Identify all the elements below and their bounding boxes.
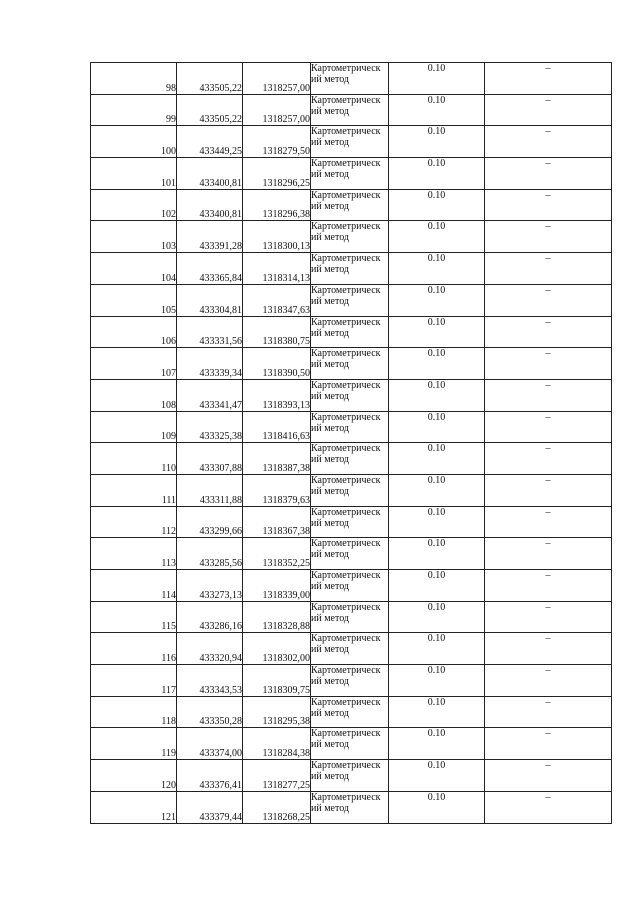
y-coordinate-cell: 1318314,13	[243, 253, 311, 285]
x-coordinate-cell: 433400,81	[177, 189, 243, 221]
accuracy-cell: 0.10	[389, 570, 485, 602]
point-number-cell: 105	[91, 284, 177, 316]
point-number-cell: 99	[91, 94, 177, 126]
method-text-line-1: Картометрическ	[311, 728, 381, 740]
note-cell: –	[485, 760, 612, 792]
note-cell: –	[485, 506, 612, 538]
table-row	[91, 126, 612, 158]
table-row	[91, 570, 612, 602]
method-cell	[311, 284, 389, 316]
point-number-cell: 115	[91, 601, 177, 633]
note-cell: –	[485, 284, 612, 316]
x-coordinate-cell: 433331,56	[177, 316, 243, 348]
accuracy-cell: 0.10	[389, 189, 485, 221]
method-text-line-2: ий метод	[311, 169, 350, 181]
accuracy-cell: 0.10	[389, 221, 485, 253]
x-coordinate-cell: 433304,81	[177, 284, 243, 316]
note-cell: –	[485, 379, 612, 411]
y-coordinate-cell: 1318352,25	[243, 538, 311, 570]
method-text-line-1: Картометрическ	[311, 284, 381, 296]
method-text-line-2: ий метод	[311, 137, 350, 149]
method-cell	[311, 443, 389, 475]
method-text-line-2: ий метод	[311, 707, 350, 719]
y-coordinate-cell: 1318257,00	[243, 63, 311, 95]
method-text-line-2: ий метод	[311, 422, 350, 434]
method-text-line-2: ий метод	[311, 676, 350, 688]
method-cell	[311, 728, 389, 760]
accuracy-cell: 0.10	[389, 665, 485, 697]
y-coordinate-cell: 1318300,13	[243, 221, 311, 253]
y-coordinate-cell: 1318295,38	[243, 696, 311, 728]
x-coordinate-cell: 433273,13	[177, 570, 243, 602]
method-text-line-2: ий метод	[311, 390, 350, 402]
accuracy-cell: 0.10	[389, 126, 485, 158]
method-text-line-1: Картометрическ	[311, 348, 381, 360]
x-coordinate-cell: 433285,56	[177, 538, 243, 570]
x-coordinate-cell: 433400,81	[177, 158, 243, 190]
method-text-line-2: ий метод	[311, 454, 350, 466]
method-text-line-2: ий метод	[311, 517, 350, 529]
point-number-cell: 104	[91, 253, 177, 285]
x-coordinate-cell: 433343,53	[177, 665, 243, 697]
method-text-line-1: Картометрическ	[311, 221, 381, 233]
y-coordinate-cell: 1318367,38	[243, 506, 311, 538]
accuracy-cell: 0.10	[389, 253, 485, 285]
method-text-line-2: ий метод	[311, 802, 350, 814]
y-coordinate-cell: 1318339,00	[243, 570, 311, 602]
method-text-line-1: Картометрическ	[311, 443, 381, 455]
x-coordinate-cell: 433307,88	[177, 443, 243, 475]
table-row	[91, 316, 612, 348]
point-number-cell: 119	[91, 728, 177, 760]
method-text-line-1: Картометрическ	[311, 633, 381, 645]
table-row	[91, 379, 612, 411]
x-coordinate-cell: 433320,94	[177, 633, 243, 665]
point-number-cell: 109	[91, 411, 177, 443]
y-coordinate-cell: 1318257,00	[243, 94, 311, 126]
method-text-line-1: Картометрическ	[311, 506, 381, 518]
method-text-line-1: Картометрическ	[311, 474, 381, 486]
note-cell: –	[485, 791, 612, 823]
note-cell: –	[485, 189, 612, 221]
point-number-cell: 110	[91, 443, 177, 475]
point-number-cell: 101	[91, 158, 177, 190]
accuracy-cell: 0.10	[389, 696, 485, 728]
x-coordinate-cell: 433379,44	[177, 791, 243, 823]
table-row	[91, 284, 612, 316]
method-text-line-2: ий метод	[311, 485, 350, 497]
accuracy-cell: 0.10	[389, 94, 485, 126]
method-cell	[311, 538, 389, 570]
table-row	[91, 728, 612, 760]
method-text-line-1: Картометрическ	[311, 760, 381, 772]
table-row	[91, 94, 612, 126]
method-text-line-2: ий метод	[311, 295, 350, 307]
method-text-line-2: ий метод	[311, 644, 350, 656]
method-cell	[311, 474, 389, 506]
x-coordinate-cell: 433374,00	[177, 728, 243, 760]
x-coordinate-cell: 433391,28	[177, 221, 243, 253]
y-coordinate-cell: 1318416,63	[243, 411, 311, 443]
method-text-line-1: Картометрическ	[311, 189, 381, 201]
note-cell: –	[485, 696, 612, 728]
x-coordinate-cell: 433365,84	[177, 253, 243, 285]
accuracy-cell: 0.10	[389, 158, 485, 190]
method-cell	[311, 696, 389, 728]
method-cell	[311, 379, 389, 411]
point-number-cell: 102	[91, 189, 177, 221]
accuracy-cell: 0.10	[389, 316, 485, 348]
method-cell	[311, 158, 389, 190]
table-row	[91, 411, 612, 443]
method-text-line-1: Картометрическ	[311, 94, 381, 106]
note-cell: –	[485, 411, 612, 443]
accuracy-cell: 0.10	[389, 443, 485, 475]
method-text-line-2: ий метод	[311, 739, 350, 751]
method-text-line-1: Картометрическ	[311, 316, 381, 328]
method-text-line-2: ий метод	[311, 581, 350, 592]
x-coordinate-cell: 433350,28	[177, 696, 243, 728]
note-cell: –	[485, 316, 612, 348]
method-text-line-1: Картометрическ	[311, 791, 381, 803]
point-number-cell: 116	[91, 633, 177, 665]
accuracy-cell: 0.10	[389, 379, 485, 411]
point-number-cell: 118	[91, 696, 177, 728]
method-text-line-1: Картометрическ	[311, 665, 381, 677]
method-text-line-2: ий метод	[311, 200, 350, 212]
point-number-cell: 112	[91, 506, 177, 538]
note-cell: –	[485, 538, 612, 570]
accuracy-cell: 0.10	[389, 633, 485, 665]
method-text-line-2: ий метод	[311, 264, 350, 276]
method-cell	[311, 189, 389, 221]
x-coordinate-cell: 433286,16	[177, 601, 243, 633]
y-coordinate-cell: 1318379,63	[243, 474, 311, 506]
x-coordinate-cell: 433449,25	[177, 126, 243, 158]
accuracy-cell: 0.10	[389, 538, 485, 570]
method-cell	[311, 411, 389, 443]
y-coordinate-cell: 1318380,75	[243, 316, 311, 348]
method-text-line-2: ий метод	[311, 74, 350, 85]
y-coordinate-cell: 1318284,38	[243, 728, 311, 760]
method-text-line-1: Картометрическ	[311, 63, 381, 74]
coordinates-table	[90, 62, 612, 824]
table-row	[91, 791, 612, 823]
table-row	[91, 665, 612, 697]
method-text-line-2: ий метод	[311, 771, 350, 783]
method-text-line-1: Картометрическ	[311, 538, 381, 550]
table-row	[91, 474, 612, 506]
accuracy-cell: 0.10	[389, 728, 485, 760]
table-row	[91, 443, 612, 475]
table-row	[91, 760, 612, 792]
note-cell: –	[485, 126, 612, 158]
note-cell: –	[485, 158, 612, 190]
method-cell	[311, 633, 389, 665]
table-row	[91, 221, 612, 253]
point-number-cell: 121	[91, 791, 177, 823]
accuracy-cell: 0.10	[389, 760, 485, 792]
point-number-cell: 100	[91, 126, 177, 158]
note-cell: –	[485, 728, 612, 760]
y-coordinate-cell: 1318390,50	[243, 348, 311, 380]
point-number-cell: 111	[91, 474, 177, 506]
method-cell	[311, 601, 389, 633]
y-coordinate-cell: 1318277,25	[243, 760, 311, 792]
note-cell: –	[485, 665, 612, 697]
point-number-cell: 103	[91, 221, 177, 253]
point-number-cell: 117	[91, 665, 177, 697]
note-cell: –	[485, 253, 612, 285]
method-text-line-1: Картометрическ	[311, 411, 381, 423]
point-number-cell: 107	[91, 348, 177, 380]
x-coordinate-cell: 433299,66	[177, 506, 243, 538]
x-coordinate-cell: 433339,34	[177, 348, 243, 380]
method-text-line-2: ий метод	[311, 232, 350, 244]
note-cell: –	[485, 443, 612, 475]
point-number-cell: 120	[91, 760, 177, 792]
y-coordinate-cell: 1318309,75	[243, 665, 311, 697]
method-cell	[311, 126, 389, 158]
point-number-cell: 108	[91, 379, 177, 411]
method-cell	[311, 316, 389, 348]
accuracy-cell: 0.10	[389, 474, 485, 506]
point-number-cell: 98	[91, 63, 177, 95]
method-text-line-2: ий метод	[311, 612, 350, 624]
y-coordinate-cell: 1318268,25	[243, 791, 311, 823]
table-body	[91, 63, 612, 824]
table-row	[91, 189, 612, 221]
accuracy-cell: 0.10	[389, 284, 485, 316]
x-coordinate-cell: 433376,41	[177, 760, 243, 792]
y-coordinate-cell: 1318302,00	[243, 633, 311, 665]
table-row	[91, 633, 612, 665]
method-cell	[311, 760, 389, 792]
method-text-line-1: Картометрическ	[311, 379, 381, 391]
method-text-line-2: ий метод	[311, 359, 350, 371]
table-row	[91, 538, 612, 570]
y-coordinate-cell: 1318328,88	[243, 601, 311, 633]
accuracy-cell: 0.10	[389, 348, 485, 380]
method-cell	[311, 63, 389, 95]
table-row	[91, 63, 612, 95]
note-cell: –	[485, 348, 612, 380]
x-coordinate-cell: 433311,88	[177, 474, 243, 506]
method-cell	[311, 348, 389, 380]
x-coordinate-cell: 433325,38	[177, 411, 243, 443]
accuracy-cell: 0.10	[389, 791, 485, 823]
method-text-line-1: Картометрическ	[311, 126, 381, 138]
method-text-line-1: Картометрическ	[311, 570, 381, 581]
table-row	[91, 348, 612, 380]
x-coordinate-cell: 433505,22	[177, 63, 243, 95]
x-coordinate-cell: 433505,22	[177, 94, 243, 126]
note-cell: –	[485, 601, 612, 633]
y-coordinate-cell: 1318387,38	[243, 443, 311, 475]
method-cell	[311, 506, 389, 538]
accuracy-cell: 0.10	[389, 63, 485, 95]
method-cell	[311, 94, 389, 126]
point-number-cell: 114	[91, 570, 177, 602]
accuracy-cell: 0.10	[389, 601, 485, 633]
method-text-line-1: Картометрическ	[311, 253, 381, 265]
method-text-line-1: Картометрическ	[311, 158, 381, 170]
note-cell: –	[485, 221, 612, 253]
y-coordinate-cell: 1318296,25	[243, 158, 311, 190]
note-cell: –	[485, 63, 612, 95]
method-cell	[311, 253, 389, 285]
y-coordinate-cell: 1318347,63	[243, 284, 311, 316]
table-row	[91, 253, 612, 285]
method-cell	[311, 221, 389, 253]
x-coordinate-cell: 433341,47	[177, 379, 243, 411]
method-text-line-2: ий метод	[311, 549, 350, 561]
table-row	[91, 158, 612, 190]
method-text-line-1: Картометрическ	[311, 601, 381, 613]
method-text-line-1: Картометрическ	[311, 696, 381, 708]
note-cell: –	[485, 474, 612, 506]
y-coordinate-cell: 1318296,38	[243, 189, 311, 221]
table-row	[91, 601, 612, 633]
method-cell	[311, 570, 389, 602]
point-number-cell: 113	[91, 538, 177, 570]
accuracy-cell: 0.10	[389, 506, 485, 538]
note-cell: –	[485, 94, 612, 126]
point-number-cell: 106	[91, 316, 177, 348]
note-cell: –	[485, 633, 612, 665]
method-cell	[311, 665, 389, 697]
note-cell: –	[485, 570, 612, 602]
method-text-line-2: ий метод	[311, 105, 350, 117]
method-cell	[311, 791, 389, 823]
y-coordinate-cell: 1318279,50	[243, 126, 311, 158]
y-coordinate-cell: 1318393,13	[243, 379, 311, 411]
accuracy-cell: 0.10	[389, 411, 485, 443]
table-row	[91, 696, 612, 728]
table-row	[91, 506, 612, 538]
method-text-line-2: ий метод	[311, 327, 350, 339]
